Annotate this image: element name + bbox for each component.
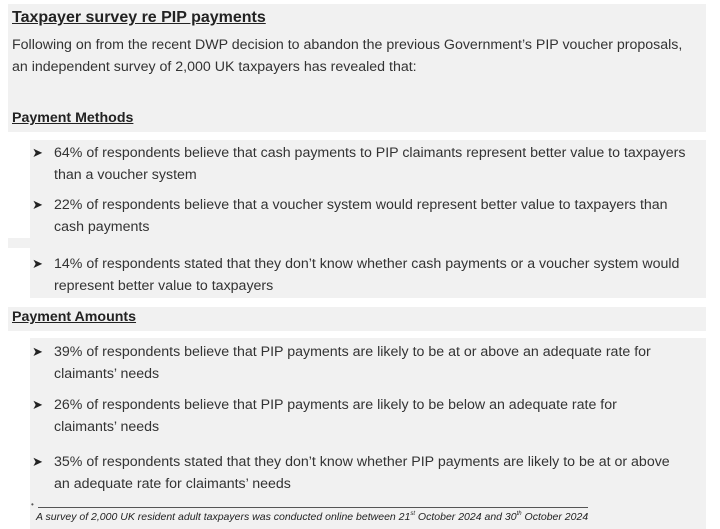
- list-item: [32, 194, 700, 238]
- list-item: [32, 451, 700, 495]
- arrow-bullet-icon: ➤: [32, 256, 43, 271]
- list-item: [32, 341, 700, 385]
- section-heading-payment-amounts: Payment Amounts: [12, 309, 137, 325]
- footnote-text: October 2024 and 30: [415, 511, 517, 523]
- list-item: [32, 253, 700, 297]
- footnote-text: A survey of 2,000 UK resident adult taxpayers was conducted online between 21: [36, 511, 411, 523]
- list-item: [32, 142, 700, 186]
- bullet-text: 14% of respondents stated that they don’t know whether cash payments or a voucher system would represent better value to taxpayers: [54, 256, 680, 294]
- list-item: [32, 394, 700, 438]
- bullet-text: 39% of respondents believe that PIP payments are likely to be at or above an adequate rate for claimants’ needs: [54, 344, 651, 382]
- footnote-marker: •: [31, 500, 34, 509]
- bullet-text: 64% of respondents believe that cash payments to PIP claimants represent better value to taxpayers than a voucher system: [54, 145, 686, 183]
- arrow-bullet-icon: ➤: [32, 344, 43, 359]
- document-title: Taxpayer survey re PIP payments: [12, 9, 266, 26]
- arrow-bullet-icon: ➤: [32, 397, 43, 412]
- methods-left-stub: [8, 238, 38, 248]
- intro-paragraph: Following on from the recent DWP decision to abandon the previous Government’s PIP voucher proposals, an independent survey of 2,000 UK taxpayers has revealed that:: [12, 37, 683, 75]
- bullet-text: 26% of respondents believe that PIP payments are likely to be below an adequate rate for claimants’ needs: [54, 397, 617, 435]
- footnote-divider: [38, 507, 588, 508]
- footnote-sup: st: [410, 511, 416, 517]
- arrow-bullet-icon: ➤: [32, 197, 43, 212]
- bullet-text: 35% of respondents stated that they don’t know whether PIP payments are likely to be at or above an adequate rate for claimants’ needs: [54, 454, 670, 492]
- bullet-text: 22% of respondents believe that a voucher system would represent better value to taxpayers than cash payments: [54, 197, 668, 235]
- section-heading-payment-methods: Payment Methods: [12, 110, 134, 126]
- arrow-bullet-icon: ➤: [32, 145, 43, 160]
- footnote-text: October 2024: [521, 511, 589, 523]
- footnote: [36, 511, 588, 523]
- footnote-sup: th: [516, 511, 522, 517]
- arrow-bullet-icon: ➤: [32, 454, 43, 469]
